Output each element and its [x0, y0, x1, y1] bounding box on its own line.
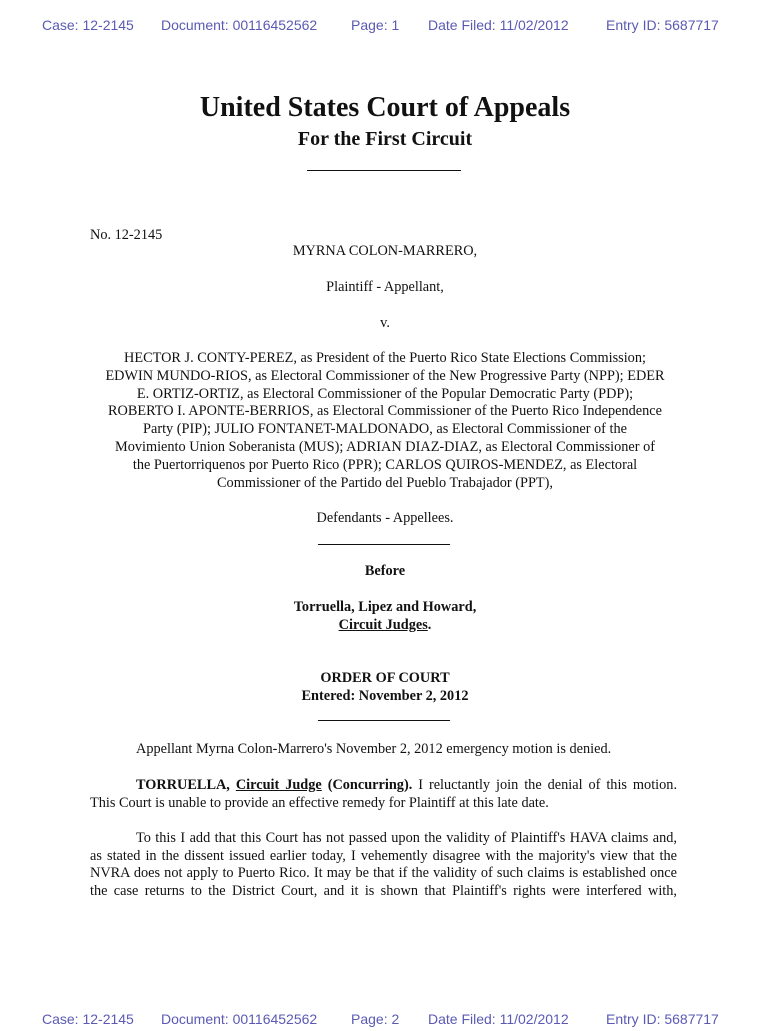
divider [307, 170, 461, 171]
date-filed: Date Filed: 11/02/2012 [428, 1011, 569, 1027]
divider [318, 544, 450, 545]
court-title: United States Court of Appeals [199, 92, 571, 123]
court-subtitle: For the First Circuit [297, 128, 473, 150]
page-number: Page: 1 [351, 17, 400, 33]
defendants-line: Commissioner of the Partido del Pueblo Trabajador (PPT), [217, 474, 553, 491]
document-number: Document: 00116452562 [161, 17, 318, 33]
versus: v. [380, 315, 390, 331]
panel-before: Before [364, 563, 406, 579]
order-ruling: Appellant Myrna Colon-Marrero's November 2, 2012 emergency motion is denied. [136, 741, 612, 757]
concurrence-paragraph-1 [90, 777, 677, 812]
concurrence-line: as stated in the dissent issued earlier today, I vehemently disagree with the majority's view that the [90, 847, 677, 864]
entry-id: Entry ID: 5687717 [606, 17, 719, 33]
plaintiff-name: MYRNA COLON-MARRERO, [292, 243, 478, 259]
plaintiff-role: Plaintiff - Appellant, [326, 279, 444, 295]
divider [318, 720, 450, 721]
defendants-line: Party (PIP); JULIO FONTANET-MALDONADO, as Electoral Commissioner of the [143, 421, 627, 438]
concurrence-line: To this I add that this Court has not passed upon the validity of Plaintiff's HAVA claims and, [136, 830, 677, 846]
concurrence-line [90, 777, 677, 795]
defendants-line: the Puertorriquenos por Puerto Rico (PPR); CARLOS QUIROS-MENDEZ, as Electoral [132, 456, 638, 473]
concurrence-text: I reluctantly join the denial of this motion. [418, 777, 678, 793]
page-number: Page: 2 [351, 1011, 400, 1027]
defendants-role: Defendants - Appellees. [316, 510, 454, 526]
judges-title: Circuit Judges [338, 617, 428, 633]
page-2-header [0, 1011, 768, 1031]
date-filed: Date Filed: 11/02/2012 [428, 17, 569, 33]
order-heading: ORDER OF COURT [320, 670, 450, 686]
defendants-line: HECTOR J. CONTY-PEREZ, as President of the Puerto Rico State Elections Commission; [124, 350, 646, 366]
case-number: Case: 12-2145 [42, 17, 134, 33]
defendants-line: E. ORTIZ-ORTIZ, as Electoral Commissioner of the Popular Democratic Party (PDP); [136, 385, 634, 402]
defendants-line: EDWIN MUNDO-RIOS, as Electoral Commissioner of the New Progressive Party (NPP); EDER [105, 367, 665, 384]
concurrence-line: the case returns to the District Court, and it is shown that Plaintiff's rights were interfered with, [90, 882, 677, 899]
concurrence-line: This Court is unable to provide an effective remedy for Plaintiff at this late date. [90, 794, 549, 811]
panel-judges: Torruella, Lipez and Howard, [293, 599, 477, 615]
entry-id: Entry ID: 5687717 [606, 1011, 719, 1027]
document-number: Document: 00116452562 [161, 1011, 318, 1027]
page-header [0, 17, 768, 37]
docket-number: No. 12-2145 [90, 227, 163, 243]
period: . [427, 617, 432, 633]
defendants-list [80, 350, 690, 492]
panel-judges-title [80, 617, 690, 635]
order-entered: Entered: November 2, 2012 [301, 688, 469, 704]
case-number: Case: 12-2145 [42, 1011, 134, 1027]
judge-name: TORRUELLA, [136, 777, 230, 793]
defendants-line: Movimiento Union Soberanista (MUS); ADRIAN DIAZ-DIAZ, as Electoral Commissioner of [114, 438, 656, 455]
judge-title: Circuit Judge [235, 777, 322, 793]
concurrence-line: NVRA does not apply to Puerto Rico. It may be that if the validity of such claims is established once [90, 865, 677, 882]
concurring-label: (Concurring). [327, 777, 413, 793]
concurrence-paragraph-2 [90, 830, 677, 900]
defendants-line: ROBERTO I. APONTE-BERRIOS, as Electoral Commissioner of the Puerto Rico Independence [108, 403, 662, 420]
